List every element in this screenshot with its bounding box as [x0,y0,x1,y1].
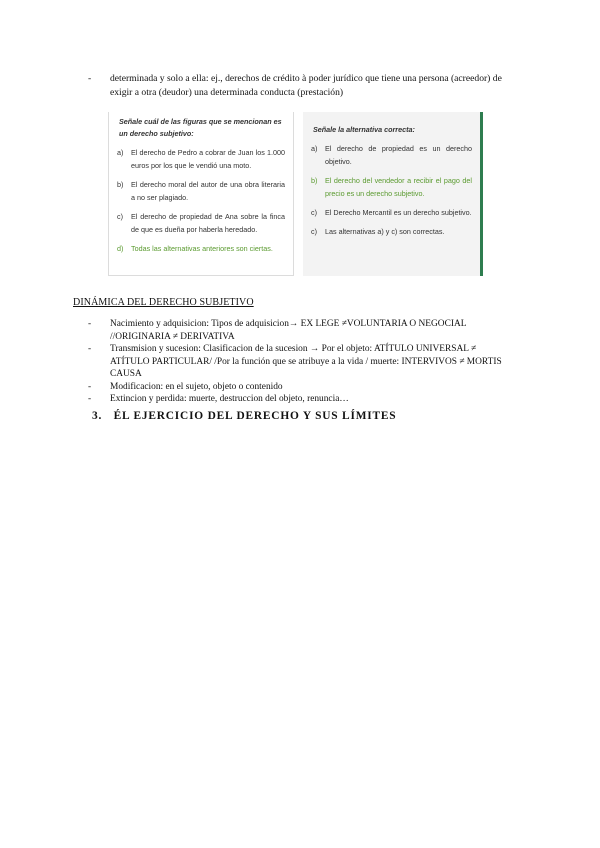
option-letter: c) [311,208,317,217]
quiz-option-b [117,178,285,204]
quiz-option-c [311,206,472,219]
intro-text: determinada y solo a ella: ej., derechos de crédito à poder jurídico que tiene una persona (acreedor) de exigir a otra (deudor) una determinada conducta (prestación) [110,73,502,98]
option-text: El derecho moral del autor de una obra literaria a no ser plagiado. [131,180,285,202]
quiz-option-a [311,142,472,168]
option-letter: b) [117,180,124,189]
bullet-list [88,318,512,406]
option-letter: d) [117,244,124,253]
option-letter: c) [117,212,123,221]
intro-paragraph [88,72,512,100]
bullet-dash: - [88,73,92,84]
option-text: El derecho de propiedad es un derecho objetivo. [325,144,472,166]
quiz-question: Señale cuál de las figuras que se mencionan es un derecho subjetivo: [119,117,282,138]
option-text: El Derecho Mercantil es un derecho subjetivo. [325,208,472,217]
bullet-dash: - [88,344,92,354]
option-letter: b) [311,176,318,185]
option-letter: c) [311,227,317,236]
section-heading-3 [92,410,396,422]
option-text: El derecho de propiedad de Ana sobre la finca de que es dueña por haberla heredado. [131,212,285,234]
list-item [88,318,512,343]
list-item [88,393,512,406]
quiz-card-left [108,112,294,276]
list-item-text: Extincion y perdida: muerte, destruccion del objeto, renuncia… [110,394,349,404]
bullet-dash: - [88,381,92,392]
quiz-question: Señale la alternativa correcta: [313,125,415,134]
quiz-option-a [117,146,285,172]
bullet-dash: - [88,394,92,404]
option-letter: a) [117,148,124,157]
list-item [88,381,512,394]
section-title: DINÁMICA DEL DERECHO SUBJETIVO [73,297,254,308]
quiz-option-d [311,225,472,238]
list-item-text: Transmision y sucesion: Clasificacion de la sucesion → Por el objeto: ATÍTULO UNIVERSAL ≠ ATÍTULO PARTICULAR/ /Por la función que se atribuye a la vida / muerte: INTERVIVOS ≠ MORTIS CAUSA [110,344,502,379]
list-item [88,343,512,381]
option-text: Todas las alternativas anteriores son ciertas. [131,244,273,253]
list-item-text: Nacimiento y adquisicion: Tipos de adquisicion→ EX LEGE ≠VOLUNTARIA O NEGOCIAL //ORIGINARIA ≠ DERIVATIVA [110,319,467,342]
heading-number: 3. [92,410,103,422]
list-item-text: Modificacion: en el sujeto, objeto o contenido [110,381,283,392]
quiz-option-b-correct [311,174,472,200]
option-text: El derecho de Pedro a cobrar de Juan los 1.000 euros por los que le vendió una moto. [131,148,285,170]
quiz-card-right [303,112,483,276]
bullet-dash: - [88,319,92,329]
quiz-option-d-correct [117,242,285,255]
option-text: El derecho del vendedor a recibir el pago del precio es un derecho subjetivo. [325,176,472,198]
option-text: Las alternativas a) y c) son correctas. [325,227,445,236]
heading-text: ÉL EJERCICIO DEL DERECHO Y SUS LÍMITES [113,410,397,422]
option-letter: a) [311,144,318,153]
quiz-option-c [117,210,285,236]
